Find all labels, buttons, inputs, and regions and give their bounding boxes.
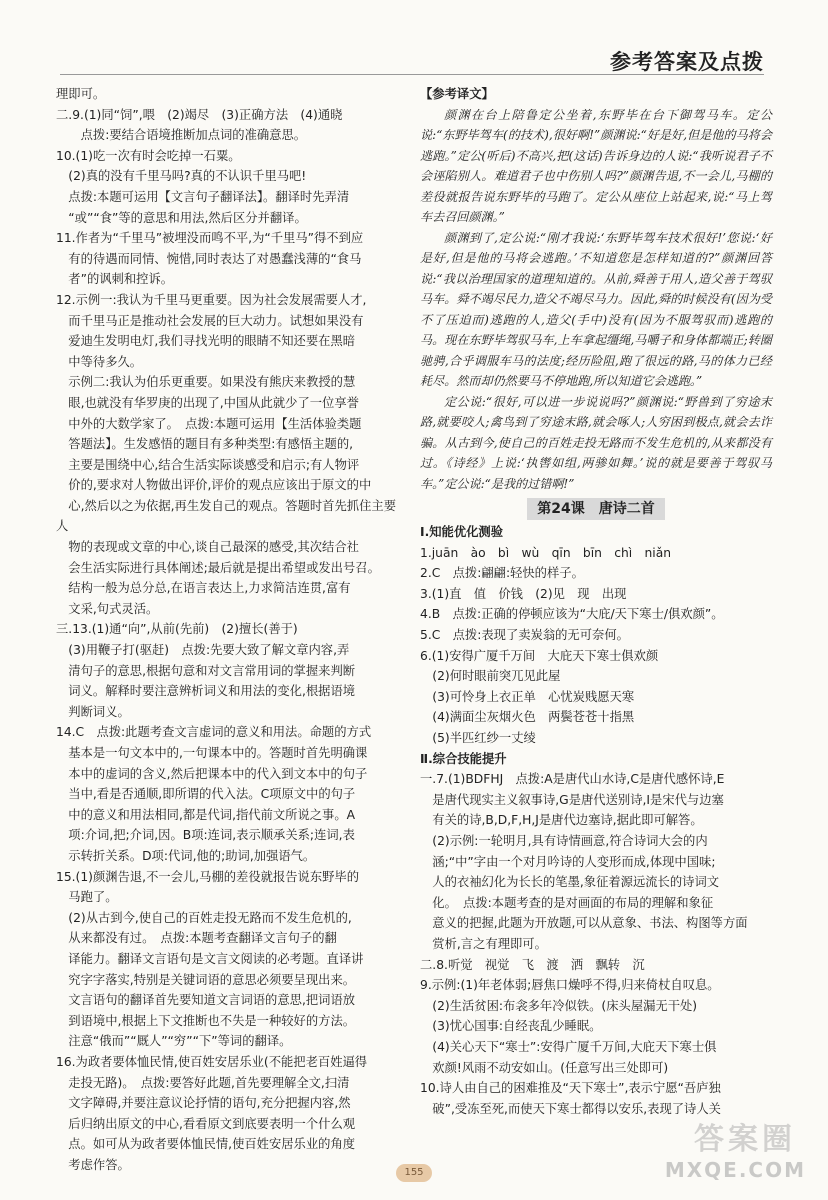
text-line: 词义。解释时要注意辨析词义和用法的变化,根据语境 (56, 684, 356, 699)
text-line: 有的待遇而同情、惋惜,同时表达了对愚蠢浅薄的“食马 (56, 251, 362, 266)
text-line: 11.作者为“千里马”被埋没而鸣不平,为“千里马”得不到应 (56, 231, 364, 246)
text-line: 是唐代现实主义叙事诗,G是唐代送别诗,I是宋代与边塞 (420, 792, 724, 807)
text-line: “或”“食”等的意思和用法,然后区分并翻译。 (56, 210, 307, 225)
text-line: 点。如可从为政者要体恤民情,使百姓安居乐业的角度 (56, 1137, 356, 1152)
text-line: 10.(1)吃一次有时会吃掉一石粟。 (56, 148, 241, 163)
right-column (420, 84, 772, 1119)
text-line: 化。 点拨:本题考查的是对画面的布局的理解和象征 (420, 895, 714, 910)
text-line: 16.为政者要体恤民情,使百姓安居乐业(不能把老百姓逼得 (56, 1054, 368, 1069)
text-line: 三.13.(1)通“向”,从前(先前) (2)擅长(善于) (56, 622, 298, 637)
text-line: 颜渊到了,定公说:“刚才我说:‘东野毕驾车技术很好!’您说:‘好是好,但是他的马将会逃跑。’不知道您是怎样知道的?”颜渊回答说:“我以治理国家的道理知道的。从前,舜善于用人,造父善于驾驭马车。舜不竭尽民力,造父不竭尽马力。因此,舜的时候没有(因为受不了压迫而)逃跑的人,造父(手中)没有(因为不服驾驭而)逃跑的马。现在东野毕驾驭马车,上车拿起缰绳,马嚼子和身体都端正;转圈驰骋,合乎调服车马的法度;经历险阻,跑了很远的路,马的体力已经耗尽。然而却仍然要马不停地跑,所以知道它会逃跑。” (420, 230, 772, 389)
text-line: 价的,要求对人物做出评价,评价的观点应该出于原文的中 (56, 478, 372, 493)
text-line: 3.(1)直 值 价钱 (2)见 现 出现 (420, 586, 627, 601)
text-line: 示转折关系。D项:代词,他的;助词,加强语气。 (56, 848, 316, 863)
text-line: 人的衣袖幻化为长长的笔墨,象征着源远流长的诗词文 (420, 875, 720, 890)
text-line: 5.C 点拨:表现了卖炭翁的无可奈何。 (420, 628, 629, 643)
text-line: 从来都没有过。 点拨:本题考查翻译文言句子的翻 (56, 931, 337, 946)
text-line: 15.(1)颜渊告退,不一会儿,马棚的差役就报告说东野毕的 (56, 869, 360, 884)
text-line: 究字字落实,特别是关键词语的意思必须要呈现出来。 (56, 972, 356, 987)
lesson-label (527, 498, 664, 520)
text-line: (5)半匹红纱一丈绫 (420, 731, 536, 746)
text-line: 结构一般为总分总,在语言表达上,力求简洁连贯,富有 (56, 581, 351, 596)
text-line: 颜渊在台上陪鲁定公坐着,东野毕在台下御驾马车。定公说:“东野毕驾车(的技术),很好啊!”颜渊说:“好是好,但是他的马将会逃跑。”定公(听后)不高兴,把(这话)告诉身边的人说:“我听说君子不会诬陷别人。难道君子也中伤别人吗?”颜渊告退,不一会儿,马棚的差役就报告说东野毕的马跑了。定公从座位上站起来,说:“马上驾车去召回颜渊。” (420, 107, 772, 225)
text-line: (3)用鞭子打(驱赶) 点拨:先要大致了解文章内容,弄 (56, 643, 350, 658)
text-line: 12.示例一:我认为千里马更重要。因为社会发展需要人才, (56, 292, 367, 307)
text-line: 文言语句的翻译首先要知道文言词语的意思,把词语放 (56, 993, 356, 1008)
text-line: 4.B 点拨:正确的停顿应该为“大庇/天下寒士/俱欢颜”。 (420, 607, 724, 622)
header-rule (60, 74, 764, 75)
reference-translation (420, 105, 772, 495)
text-line: 项:介词,把;介词,因。B项:连词,表示顺承关系;连词,表 (56, 828, 355, 843)
lesson-title: 唐诗二首 (598, 501, 655, 518)
text-line: 会生活实际进行具体阐述;最后就是提出希望或发出号召。 (56, 560, 380, 575)
text-line: 主要是围绕中心,结合生活实际谈感受和启示;有人物评 (56, 457, 360, 472)
text-line: 6.(1)安得广厦千万间 大庇天下寒士俱欢颜 (420, 648, 659, 663)
text-line: 基本是一句文本中的,一句课本中的。答题时首先明确课 (56, 746, 368, 760)
text-line: (3)忧心国事:自经丧乱少睡眠。 (420, 1019, 602, 1034)
text-line: (3)可怜身上衣正单 心忧炭贱愿天寒 (420, 689, 635, 704)
text-line: 清句子的意思,根据句意和对文言常用词的掌握来判断 (56, 663, 356, 678)
left-column (56, 84, 396, 1175)
page-title: 参考答案及点拨 (610, 49, 764, 74)
text-line: 马跑了。 (56, 890, 118, 905)
text-line: 定公说:“很好,可以进一步说说吗?”颜渊说:“野兽到了穷途末路,就要咬人;禽鸟到了穷途末路,就会啄人;人穷困到极点,就会去诈骗。从古到今,使自己的百姓走投无路而不发生危机的,从来都没有过。《诗经》上说:‘执辔如组,两骖如舞。’说的就是要善于驾驭马车。”定公说:“是我的过错啊!” (420, 394, 772, 491)
text-line: 心,然后以之为依据,再生发自己的观点。答题时首先抓住主要人 (56, 498, 396, 534)
text-line: 涵;“中”字由一个对月吟诗的人变形而成,体现中国味; (420, 854, 716, 869)
text-line: 而千里马正是推动社会发展的巨大动力。试想如果没有 (56, 313, 364, 328)
text-line: 9.示例:(1)年老体弱;唇焦口燥呼不得,归来倚杖自叹息。 (420, 978, 720, 993)
text-line: 物的表现或文章的中心,谈自己最深的感受,其次结合社 (56, 540, 359, 555)
text-line: (4)满面尘灰烟火色 两鬓苍苍十指黑 (420, 710, 635, 725)
text-line: 答题法】。生发感悟的题目有多种类型:有感悟主题的, (56, 437, 354, 452)
text-line: 理即可。 (56, 87, 106, 101)
text-line: (4)关心天下“寒士”:安得广厦千万间,大庇天下寒士俱 (420, 1039, 717, 1054)
text-line: 点拨:本题可运用【文言句子翻译法】。翻译时先弄清 (56, 189, 350, 204)
watermark (664, 1122, 816, 1186)
text-line: 爱迪生发明电灯,我们寻找光明的眼睛不知还要在黑暗 (56, 334, 356, 349)
text-line: 二.9.(1)同“饲”,喂 (2)竭尽 (3)正确方法 (4)通晓 (56, 107, 343, 122)
text-line: 二.8.听觉 视觉 飞 渡 洒 飘转 沉 (420, 957, 645, 972)
section-heading-1: Ⅰ.知能优化测验 (420, 525, 504, 540)
lesson-heading (420, 498, 772, 520)
text-line: 文字障碍,并要注意议论抒情的语句,充分把握内容,然 (56, 1096, 351, 1111)
text-line: 译能力。翻译文言语句是文言文阅读的必考题。直译讲 (56, 951, 364, 966)
text-line: 1.juān ào bì wù qīn bīn chì niǎn (420, 545, 672, 560)
text-line: 文采,句式灵活。 (56, 601, 159, 616)
text-line: (2)何时眼前突兀见此屋 (420, 669, 561, 684)
page-header (0, 0, 828, 78)
text-line: 意义的把握,此题为开放题,可以从意象、书法、构图等方面 (420, 916, 748, 931)
text-line: 14.C 点拨:此题考查文言虚词的意义和用法。命题的方式 (56, 725, 372, 740)
text-line: 中的意义和用法相同,都是代词,指代前文所说之事。A (56, 807, 356, 822)
text-line: (2)生活贫困:布衾多年冷似铁。(床头屋漏无干处) (420, 998, 698, 1013)
text-line: 欢颜!风雨不动安如山。(任意写出三处即可) (420, 1060, 669, 1075)
text-line: 2.C 点拨:翩翩:轻快的样子。 (420, 566, 584, 581)
text-line: 10.诗人由自己的困难推及“天下寒士”,表示宁愿“吾庐独 (420, 1081, 721, 1096)
text-line: 中等待多久。 (56, 354, 143, 369)
watermark-site: MXQE.COM (664, 1158, 806, 1182)
text-line: 判断词义。 (56, 704, 130, 719)
text-line: 当中,看是否通顺,即所谓的代入法。C项原文中的句子 (56, 787, 356, 802)
section-heading-2: Ⅱ.综合技能提升 (420, 751, 507, 766)
watermark-logo: 答案圈 (694, 1122, 796, 1157)
text-line: 点拨:要结合语境推断加点词的准确意思。 (56, 128, 307, 143)
reference-translation-title: 【参考译文】 (420, 87, 494, 101)
text-line: 破”,受冻至死,而使天下寒士都得以安乐,表现了诗人关 (420, 1101, 721, 1116)
text-line: (2)真的没有千里马吗?真的不认识千里马吧! (56, 169, 307, 184)
text-line: 到语境中,根据上下文推断也不失是一种较好的方法。 (56, 1013, 356, 1028)
section-1-answers (420, 543, 772, 749)
text-line: 中外的大数学家了。 点拨:本题可运用【生活体验类题 (56, 416, 362, 431)
text-line: 一.7.(1)BDFHJ 点拨:A是唐代山水诗,C是唐代感怀诗,E (420, 772, 725, 787)
text-line: 后归纳出原文的中心,看看原文到底要表明一个什么观 (56, 1116, 356, 1131)
text-line: 者”的讽刺和控诉。 (56, 272, 174, 287)
text-line: 示例二:我认为伯乐更重要。如果没有熊庆来教授的慧 (56, 375, 356, 390)
text-line: 赏析,言之有理即可。 (420, 936, 547, 951)
text-line: 注意“俄而”“厩人”“穷”“下”等词的翻译。 (56, 1034, 292, 1049)
text-line: 考虑作答。 (56, 1157, 130, 1172)
text-line: (2)示例:一轮明月,具有诗情画意,符合诗词大会的内 (420, 834, 708, 848)
lesson-number: 第24课 (537, 501, 585, 518)
text-line: 走投无路)。 点拨:要答好此题,首先要理解全文,扫清 (56, 1075, 350, 1090)
text-line: 本中的虚词的含义,然后把课本中的代入到文本中的句子 (56, 766, 368, 781)
text-line: 眼,也就没有华罗庚的出现了,中国从此就少了一位享誉 (56, 395, 359, 410)
page-number: 155 (396, 1164, 432, 1182)
text-line: 有关的诗,B,D,F,H,J是唐代边塞诗,据此即可解答。 (420, 813, 703, 828)
section-2-answers (420, 769, 772, 1119)
text-line: (2)从古到今,使自己的百姓走投无路而不发生危机的, (56, 910, 352, 925)
